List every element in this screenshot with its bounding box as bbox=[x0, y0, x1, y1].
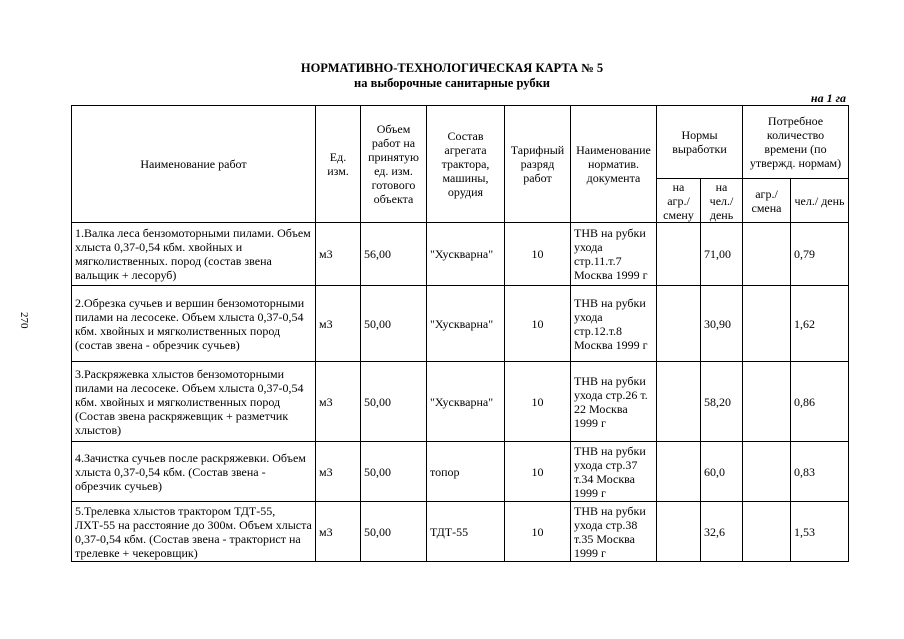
page-number: 270 bbox=[18, 312, 30, 329]
header-time-man: чел./ день bbox=[791, 179, 849, 223]
cell-unit: м3 bbox=[316, 286, 361, 362]
header-norms-man: на чел./ день bbox=[701, 179, 743, 223]
cell-tariff: 10 bbox=[505, 362, 571, 442]
cell-time-man: 1,53 bbox=[791, 502, 849, 562]
cell-tariff: 10 bbox=[505, 442, 571, 502]
cell-volume: 56,00 bbox=[361, 223, 427, 286]
cell-unit: м3 bbox=[316, 223, 361, 286]
cell-unit: м3 bbox=[316, 502, 361, 562]
cell-volume: 50,00 bbox=[361, 362, 427, 442]
cell-document: ТНВ на рубки ухода стр.11.т.7 Москва 1999 г bbox=[571, 223, 657, 286]
norms-table bbox=[71, 105, 849, 562]
header-volume: Объем работ на принятую ед. изм. готового объекта bbox=[361, 106, 427, 223]
cell-machine: "Хускварна" bbox=[427, 223, 505, 286]
cell-name: 5.Трелевка хлыстов трактором ТДТ-55, ЛХТ-55 на расстояние до 300м. Объем хлыста 0,37-0,54 кбм. (Состав звена - тракторист на трелевке + чекеровщик) bbox=[72, 502, 316, 562]
cell-tariff: 10 bbox=[505, 286, 571, 362]
cell-time-man: 0,79 bbox=[791, 223, 849, 286]
header-unit-composition: Состав агрегата трактора, машины, орудия bbox=[427, 106, 505, 223]
cell-time-man: 0,83 bbox=[791, 442, 849, 502]
header-norms-agr: на агр./ смену bbox=[657, 179, 701, 223]
cell-document: ТНВ на рубки ухода стр.12.т.8 Москва 1999 г bbox=[571, 286, 657, 362]
cell-unit: м3 bbox=[316, 362, 361, 442]
cell-tariff: 10 bbox=[505, 223, 571, 286]
cell-machine: ТДТ-55 bbox=[427, 502, 505, 562]
header-unit: Ед. изм. bbox=[316, 106, 361, 223]
cell-volume: 50,00 bbox=[361, 442, 427, 502]
table-row bbox=[72, 362, 849, 442]
table-row bbox=[72, 442, 849, 502]
cell-norm-agr bbox=[657, 502, 701, 562]
cell-document: ТНВ на рубки ухода стр.38 т.35 Москва 1999 г bbox=[571, 502, 657, 562]
cell-document: ТНВ на рубки ухода стр.26 т. 22 Москва 1999 г bbox=[571, 362, 657, 442]
header-tariff: Тарифный разряд работ bbox=[505, 106, 571, 223]
cell-tariff: 10 bbox=[505, 502, 571, 562]
cell-machine: топор bbox=[427, 442, 505, 502]
document-title bbox=[0, 61, 904, 91]
cell-name: 3.Раскряжевка хлыстов бензомоторными пилами на лесосеке. Объем хлыста 0,37-0,54 кбм. хвойных и мягколиственных пород (Состав звена раскряжевщик + разметчик хлыстов) bbox=[72, 362, 316, 442]
unit-label: на 1 га bbox=[810, 91, 846, 105]
cell-time-man: 0,86 bbox=[791, 362, 849, 442]
title-line-1: НОРМАТИВНО-ТЕХНОЛОГИЧЕСКАЯ КАРТА № 5 bbox=[300, 61, 604, 75]
cell-norm-man: 32,6 bbox=[701, 502, 743, 562]
cell-machine: "Хускварна" bbox=[427, 286, 505, 362]
cell-volume: 50,00 bbox=[361, 502, 427, 562]
cell-time-agr bbox=[743, 286, 791, 362]
cell-time-agr bbox=[743, 502, 791, 562]
cell-norm-agr bbox=[657, 362, 701, 442]
cell-time-man: 1,62 bbox=[791, 286, 849, 362]
cell-document: ТНВ на рубки ухода стр.37 т.34 Москва 1999 г bbox=[571, 442, 657, 502]
cell-name: 2.Обрезка сучьев и вершин бензомоторными пилами на лесосеке. Объем хлыста 0,37-0,54 кбм. хвойных и мягколиственных пород (состав звена - обрезчик сучьев) bbox=[72, 286, 316, 362]
header-norms: Нормы выработки bbox=[657, 106, 743, 179]
header-name: Наименование работ bbox=[72, 106, 316, 223]
table-row bbox=[72, 223, 849, 286]
cell-time-agr bbox=[743, 442, 791, 502]
cell-norm-agr bbox=[657, 286, 701, 362]
cell-machine: "Хускварна" bbox=[427, 362, 505, 442]
header-time-agr: агр./ смена bbox=[743, 179, 791, 223]
cell-unit: м3 bbox=[316, 442, 361, 502]
cell-norm-man: 30,90 bbox=[701, 286, 743, 362]
cell-volume: 50,00 bbox=[361, 286, 427, 362]
cell-norm-agr bbox=[657, 223, 701, 286]
cell-time-agr bbox=[743, 223, 791, 286]
title-line-2: на выборочные санитарные рубки bbox=[354, 76, 550, 90]
cell-norm-agr bbox=[657, 442, 701, 502]
table-row bbox=[72, 286, 849, 362]
cell-time-agr bbox=[743, 362, 791, 442]
header-time-need: Потребное количество времени (по утвержд. нормам) bbox=[743, 106, 849, 179]
cell-name: 1.Валка леса бензомоторными пилами. Объем хлыста 0,37-0,54 кбм. хвойных и мягколиственных. пород (состав звена вальщик + лесоруб) bbox=[72, 223, 316, 286]
header-document: Наименование норматив. документа bbox=[571, 106, 657, 223]
cell-norm-man: 60,0 bbox=[701, 442, 743, 502]
cell-norm-man: 58,20 bbox=[701, 362, 743, 442]
cell-name: 4.Зачистка сучьев после раскряжевки. Объем хлыста 0,37-0,54 кбм. (Состав звена - обрезчик сучьев) bbox=[72, 442, 316, 502]
table-row bbox=[72, 502, 849, 562]
cell-norm-man: 71,00 bbox=[701, 223, 743, 286]
